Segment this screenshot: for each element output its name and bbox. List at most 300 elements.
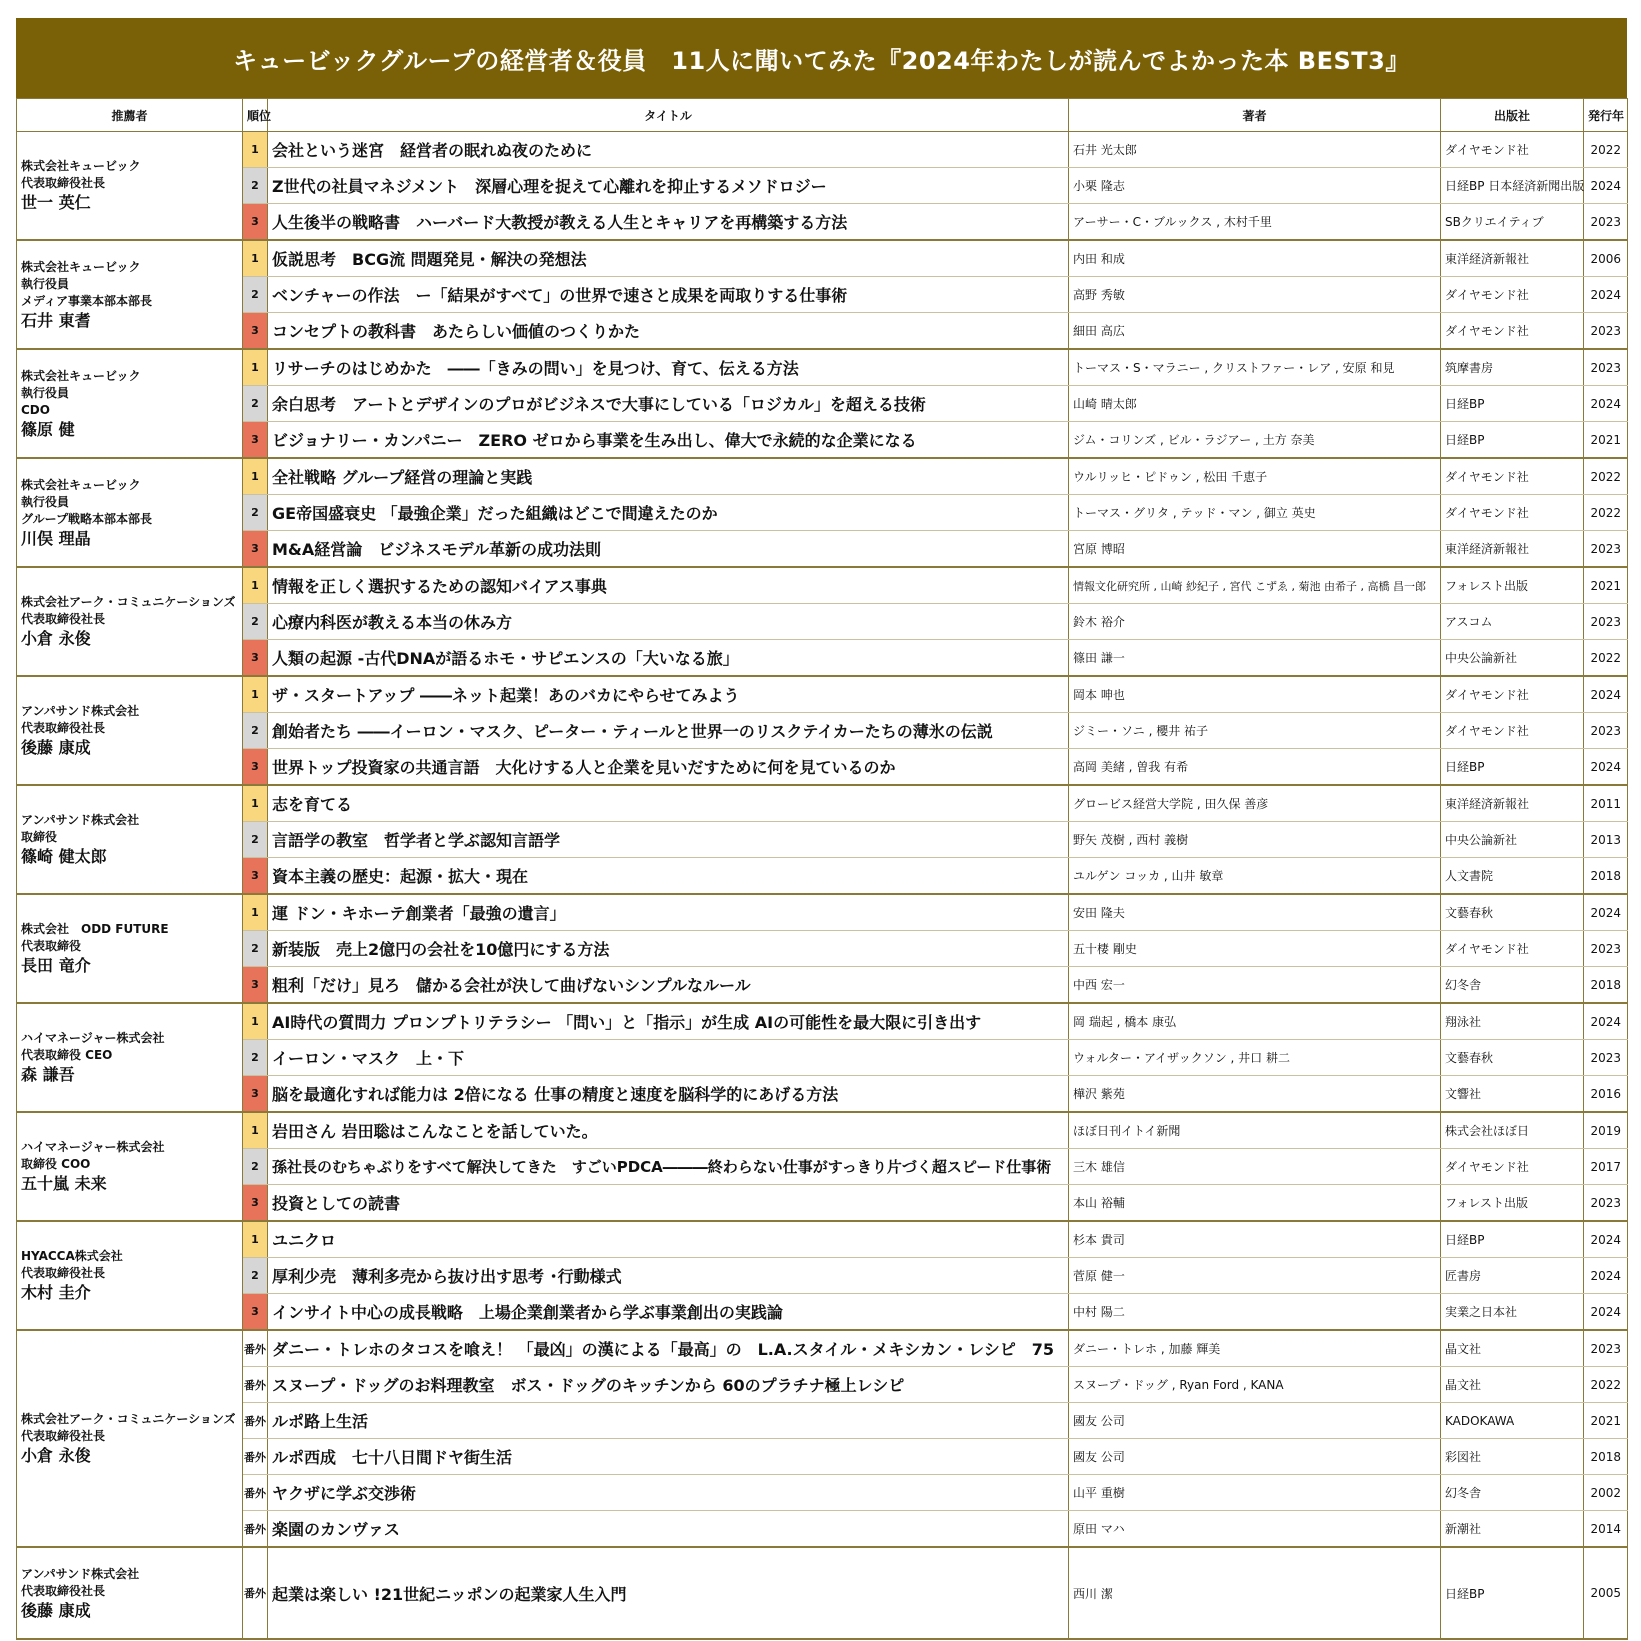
book-publisher: 匠書房	[1441, 1258, 1584, 1294]
book-title: スヌープ・ドッグのお料理教室 ボス・ドッグのキッチンから 60のプラチナ極上レシピ	[268, 1367, 1069, 1403]
book-publisher: 中央公論新社	[1441, 640, 1584, 677]
book-title: イーロン・マスク 上・下	[268, 1040, 1069, 1076]
rank-badge: 2	[243, 277, 268, 313]
table-row	[17, 277, 1628, 313]
recommender-company: 株式会社キュービック	[21, 259, 141, 274]
book-year: 2016	[1584, 1076, 1628, 1113]
rank-badge: 2	[243, 822, 268, 858]
table-row	[17, 349, 1628, 386]
header-rank: 順位	[243, 99, 268, 132]
table-row	[17, 1330, 1628, 1367]
recommender-position: 代表取締役社長	[21, 721, 106, 735]
rank-badge: 1	[243, 1221, 268, 1258]
table-row	[17, 1003, 1628, 1040]
book-publisher: 実業之日本社	[1441, 1294, 1584, 1331]
book-publisher: 新潮社	[1441, 1511, 1584, 1548]
book-year: 2023	[1584, 1330, 1628, 1367]
recommender-name: 篠崎 健太郎	[21, 847, 107, 866]
rank-badge: 2	[243, 1040, 268, 1076]
rank-badge: 2	[243, 604, 268, 640]
header-year: 発行年	[1584, 99, 1628, 132]
recommender-cell	[17, 1112, 243, 1221]
recommender-company: アンパサンド株式会社	[21, 813, 140, 827]
book-publisher: 東洋経済新報社	[1441, 531, 1584, 568]
book-year: 2024	[1584, 1258, 1628, 1294]
book-author: トーマス・グリタ , テッド・マン , 御立 英史	[1069, 495, 1441, 531]
book-title: ザ・スタートアップ ――ネット起業！あのバカにやらせてみよう	[268, 676, 1069, 713]
book-publisher: SBクリエイティブ	[1441, 204, 1584, 241]
rank-badge: 3	[243, 640, 268, 677]
book-author: ダニー・トレホ , 加藤 輝美	[1069, 1330, 1441, 1367]
book-year: 2018	[1584, 967, 1628, 1004]
rank-badge: 3	[243, 1076, 268, 1113]
book-publisher: ダイヤモンド社	[1441, 713, 1584, 749]
book-author: 安田 隆夫	[1069, 894, 1441, 931]
book-title: インサイト中心の成長戦略 上場企業創業者から学ぶ事業創出の実践論	[268, 1294, 1069, 1331]
book-year: 2024	[1584, 1003, 1628, 1040]
book-year: 2023	[1584, 204, 1628, 241]
rank-badge: 3	[243, 749, 268, 786]
table-row	[17, 386, 1628, 422]
rank-badge: 1	[243, 458, 268, 495]
rank-badge: 2	[243, 1149, 268, 1185]
table-row	[17, 204, 1628, 241]
book-title: 孫社長のむちゃぶりをすべて解決してきた すごいPDCA―――終わらない仕事がすっきり片づく超スピード仕事術	[268, 1149, 1069, 1185]
book-author: 宮原 博昭	[1069, 531, 1441, 568]
book-title: GE帝国盛衰史 「最強企業」だった組織はどこで間違えたのか	[268, 495, 1069, 531]
table-row	[17, 822, 1628, 858]
book-author: ユルゲン コッカ , 山井 敏章	[1069, 858, 1441, 895]
table-row	[17, 168, 1628, 204]
recommender-company: HYACCA株式会社	[21, 1249, 123, 1263]
book-title: M&A経営論 ビジネスモデル革新の成功法則	[268, 531, 1069, 568]
book-author: 中村 陽二	[1069, 1294, 1441, 1331]
recommender-position: 代表取締役	[21, 939, 82, 953]
rank-badge: 3	[243, 204, 268, 241]
recommender-cell	[17, 1003, 243, 1112]
book-year: 2013	[1584, 822, 1628, 858]
table-row	[17, 1547, 1628, 1639]
rank-badge: 3	[243, 1185, 268, 1222]
book-publisher: 東洋経済新報社	[1441, 785, 1584, 822]
book-publisher: ダイヤモンド社	[1441, 1149, 1584, 1185]
book-publisher: ダイヤモンド社	[1441, 458, 1584, 495]
book-title: ルポ路上生活	[268, 1403, 1069, 1439]
recommender-position: 代表取締役社長	[21, 612, 106, 626]
table-row	[17, 1040, 1628, 1076]
book-year: 2024	[1584, 1221, 1628, 1258]
recommender-position: 代表取締役 CEO	[21, 1048, 113, 1062]
header-row	[17, 99, 1628, 132]
book-year: 2023	[1584, 313, 1628, 350]
recommender-name: 小倉 永俊	[21, 629, 91, 648]
book-publisher: 筑摩書房	[1441, 349, 1584, 386]
book-year: 2023	[1584, 1040, 1628, 1076]
book-title: 世界トップ投資家の共通言語 大化けする人と企業を見いだすために何を見ているのか	[268, 749, 1069, 786]
book-title: ダニー・トレホのタコスを喰え！ 「最凶」の漢による「最高」の L.A.スタイル・メキシカン・レシピ 75	[268, 1330, 1069, 1367]
recommender-name: 後藤 康成	[21, 738, 91, 757]
book-title: コンセプトの教科書 あたらしい価値のつくりかた	[268, 313, 1069, 350]
book-author: ジム・コリンズ , ビル・ラジアー , 土方 奈美	[1069, 422, 1441, 459]
recommender-cell	[17, 785, 243, 894]
recommender-cell	[17, 676, 243, 785]
book-author: グロービス経営大学院 , 田久保 善彦	[1069, 785, 1441, 822]
recommender-name: 石井 東耆	[21, 310, 91, 330]
rank-badge: 1	[243, 1003, 268, 1040]
recommender-company: 株式会社アーク・コミュニケーションズ	[21, 1412, 236, 1426]
book-author: ほぼ日刊イトイ新聞	[1069, 1112, 1441, 1149]
book-title: 粗利「だけ」見ろ 儲かる会社が決して曲げないシンプルなルール	[268, 967, 1069, 1004]
book-publisher: 日経BP	[1441, 1221, 1584, 1258]
recommender-cell	[17, 132, 243, 241]
table-row	[17, 931, 1628, 967]
rank-badge: 番外	[243, 1439, 268, 1475]
book-publisher: 文藝春秋	[1441, 894, 1584, 931]
recommender-name: 川俣 理晶	[21, 528, 91, 548]
recommender-cell	[17, 1221, 243, 1330]
table-row	[17, 1076, 1628, 1113]
recommender-company: 株式会社キュービック	[21, 477, 141, 492]
table-row	[17, 422, 1628, 459]
book-publisher: 人文書院	[1441, 858, 1584, 895]
table-row	[17, 313, 1628, 350]
recommender-company: 株式会社キュービック	[21, 159, 141, 173]
recommender-position: 執行役員	[21, 385, 70, 400]
rank-badge: 番外	[243, 1403, 268, 1439]
book-title: ルポ西成 七十八日間ドヤ街生活	[268, 1439, 1069, 1475]
table-row	[17, 894, 1628, 931]
book-author: ジミー・ソニ , 櫻井 祐子	[1069, 713, 1441, 749]
book-year: 2024	[1584, 168, 1628, 204]
book-year: 2024	[1584, 676, 1628, 713]
rank-badge: 番外	[243, 1511, 268, 1548]
rank-badge: 3	[243, 531, 268, 568]
book-author: トーマス・S・マラニー , クリストファー・レア , 安原 和見	[1069, 349, 1441, 386]
book-author: ウォルター・アイザックソン , 井口 耕二	[1069, 1040, 1441, 1076]
table-row	[17, 676, 1628, 713]
book-author: 原田 マハ	[1069, 1511, 1441, 1548]
book-author: 岡本 呻也	[1069, 676, 1441, 713]
table-row	[17, 132, 1628, 168]
book-title: ヤクザに学ぶ交渉術	[268, 1475, 1069, 1511]
rank-badge: 1	[243, 894, 268, 931]
book-publisher: ダイヤモンド社	[1441, 313, 1584, 350]
book-year: 2023	[1584, 713, 1628, 749]
table-row	[17, 1185, 1628, 1222]
book-author: スヌープ・ドッグ , Ryan Ford , KANA	[1069, 1367, 1441, 1403]
rank-badge: 3	[243, 1294, 268, 1331]
recommender-position: 代表取締役社長	[21, 1266, 106, 1280]
book-author: 中西 宏一	[1069, 967, 1441, 1004]
rank-badge: 1	[243, 349, 268, 386]
recommender-company: 株式会社 ODD FUTURE	[21, 922, 169, 936]
book-year: 2024	[1584, 1294, 1628, 1331]
recommender-position: グループ戦略本部本部長	[21, 511, 153, 526]
book-author: 高岡 美緒 , 曽我 有希	[1069, 749, 1441, 786]
rank-badge: 番外	[243, 1547, 268, 1639]
recommender-name: 長田 竜介	[21, 956, 91, 975]
table-row	[17, 240, 1628, 277]
book-title: 運 ドン・キホーテ創業者「最強の遺言」	[268, 894, 1069, 931]
book-author: ウルリッヒ・ピドゥン , 松田 千恵子	[1069, 458, 1441, 495]
book-title: 脳を最適化すれば能力は 2倍になる 仕事の精度と速度を脳科学的にあげる方法	[268, 1076, 1069, 1113]
book-author: 石井 光太郎	[1069, 132, 1441, 168]
rank-badge: 番外	[243, 1475, 268, 1511]
book-title: 投資としての読書	[268, 1185, 1069, 1222]
recommender-cell	[17, 567, 243, 676]
recommender-company: アンパサンド株式会社	[21, 1566, 140, 1581]
rank-badge: 3	[243, 313, 268, 350]
book-year: 2021	[1584, 1403, 1628, 1439]
header-author: 著者	[1069, 99, 1441, 132]
book-year: 2023	[1584, 1185, 1628, 1222]
table-row	[17, 604, 1628, 640]
recommender-name: 小倉 永俊	[21, 1446, 91, 1465]
book-author: 小栗 隆志	[1069, 168, 1441, 204]
table-row	[17, 1511, 1628, 1548]
rank-badge: 番外	[243, 1330, 268, 1367]
book-title: 岩田さん 岩田聡はこんなことを話していた。	[268, 1112, 1069, 1149]
table-row	[17, 1403, 1628, 1439]
book-title: 会社という迷宮 経営者の眠れぬ夜のために	[268, 132, 1069, 168]
book-title: 情報を正しく選択するための認知バイアス事典	[268, 567, 1069, 604]
recommender-position: 代表取締役社長	[21, 1429, 106, 1443]
book-title: ベンチャーの作法 ー「結果がすべて」の世界で速さと成果を両取りする仕事術	[268, 277, 1069, 313]
book-year: 2023	[1584, 931, 1628, 967]
rank-badge: 3	[243, 967, 268, 1004]
book-list-sheet	[16, 18, 1627, 1640]
recommender-cell	[17, 1547, 243, 1639]
book-title: Z世代の社員マネジメント 深層心理を捉えて心離れを抑止するメソドロジー	[268, 168, 1069, 204]
recommender-position: 代表取締役社長	[21, 1583, 106, 1598]
table-row	[17, 858, 1628, 895]
table-row	[17, 1367, 1628, 1403]
book-title: 楽園のカンヴァス	[268, 1511, 1069, 1548]
book-title: 厚利少売 薄利多売から抜け出す思考 ･行動様式	[268, 1258, 1069, 1294]
book-year: 2022	[1584, 132, 1628, 168]
rank-badge: 番外	[243, 1367, 268, 1403]
book-year: 2021	[1584, 422, 1628, 459]
recommender-name: 後藤 康成	[21, 1600, 91, 1620]
book-title: 仮説思考 BCG流 問題発見・解決の発想法	[268, 240, 1069, 277]
book-year: 2022	[1584, 1367, 1628, 1403]
book-title: AI時代の質問力 プロンプトリテラシー 「問い」と「指示」が生成 AIの可能性を最大限に引き出す	[268, 1003, 1069, 1040]
book-title: 全社戦略 グループ経営の理論と実践	[268, 458, 1069, 495]
book-publisher: KADOKAWA	[1441, 1403, 1584, 1439]
rank-badge: 2	[243, 713, 268, 749]
book-title: 余白思考 アートとデザインのプロがビジネスで大事にしている「ロジカル」を超える技術	[268, 386, 1069, 422]
book-author: 岡 瑞起 , 橋本 康弘	[1069, 1003, 1441, 1040]
book-publisher: 彩図社	[1441, 1439, 1584, 1475]
book-title: 人類の起源 -古代DNAが語るホモ・サピエンスの「大いなる旅」	[268, 640, 1069, 677]
table-row	[17, 1475, 1628, 1511]
book-year: 2024	[1584, 749, 1628, 786]
book-title: ユニクロ	[268, 1221, 1069, 1258]
recommender-company: 株式会社アーク・コミュニケーションズ	[21, 595, 236, 609]
table-row	[17, 1258, 1628, 1294]
book-author: 内田 和成	[1069, 240, 1441, 277]
rank-badge: 2	[243, 168, 268, 204]
table-row	[17, 713, 1628, 749]
book-year: 2018	[1584, 858, 1628, 895]
recommender-position: 代表取締役社長	[21, 176, 106, 190]
book-publisher: ダイヤモンド社	[1441, 277, 1584, 313]
rank-badge: 1	[243, 240, 268, 277]
recommender-position: メディア事業本部本部長	[21, 293, 153, 308]
header-recommender: 推薦者	[17, 99, 243, 132]
rank-badge: 1	[243, 1112, 268, 1149]
rank-badge: 1	[243, 132, 268, 168]
book-author: 山崎 晴太郎	[1069, 386, 1441, 422]
recommender-position: CDO	[21, 402, 50, 417]
book-author: 山平 重樹	[1069, 1475, 1441, 1511]
book-author: 鈴木 裕介	[1069, 604, 1441, 640]
book-year: 2017	[1584, 1149, 1628, 1185]
book-year: 2006	[1584, 240, 1628, 277]
recommender-company: アンパサンド株式会社	[21, 704, 140, 718]
recommender-name: 木村 圭介	[21, 1283, 91, 1302]
book-year: 2022	[1584, 458, 1628, 495]
book-year: 2011	[1584, 785, 1628, 822]
book-title: 人生後半の戦略書 ハーバード大教授が教える人生とキャリアを再構築する方法	[268, 204, 1069, 241]
table-row	[17, 495, 1628, 531]
book-author: アーサー・C・ブルックス , 木村千里	[1069, 204, 1441, 241]
book-author: 西川 潔	[1069, 1547, 1441, 1639]
table-row	[17, 967, 1628, 1004]
book-title: 新装版 売上2億円の会社を10億円にする方法	[268, 931, 1069, 967]
recommender-name: 篠原 健	[21, 419, 75, 439]
book-author: 五十棲 剛史	[1069, 931, 1441, 967]
book-publisher: ダイヤモンド社	[1441, 495, 1584, 531]
book-author: 國友 公司	[1069, 1439, 1441, 1475]
book-year: 2014	[1584, 1511, 1628, 1548]
book-year: 2019	[1584, 1112, 1628, 1149]
book-publisher: 晶文社	[1441, 1330, 1584, 1367]
book-publisher: 中央公論新社	[1441, 822, 1584, 858]
table-row	[17, 1439, 1628, 1475]
page-title: キュービックグループの経営者＆役員 11人に聞いてみた『2024年わたしが読んでよかった本 BEST3』	[16, 18, 1627, 98]
table-row	[17, 640, 1628, 677]
book-author: 樺沢 紫苑	[1069, 1076, 1441, 1113]
book-year: 2023	[1584, 604, 1628, 640]
recommender-name: 五十嵐 未来	[21, 1174, 107, 1193]
book-title: 起業は楽しい !21世紀ニッポンの起業家人生入門	[268, 1547, 1069, 1639]
rank-badge: 1	[243, 567, 268, 604]
book-year: 2021	[1584, 567, 1628, 604]
rank-badge: 1	[243, 676, 268, 713]
rank-badge: 3	[243, 422, 268, 459]
recommender-name: 世一 英仁	[21, 193, 91, 212]
book-author: 菅原 健一	[1069, 1258, 1441, 1294]
recommender-company: ハイマネージャー株式会社	[21, 1031, 165, 1045]
book-publisher: 文響社	[1441, 1076, 1584, 1113]
book-table	[16, 98, 1628, 1640]
header-publisher: 出版社	[1441, 99, 1584, 132]
book-author: 細田 高広	[1069, 313, 1441, 350]
table-row	[17, 749, 1628, 786]
book-publisher: 翔泳社	[1441, 1003, 1584, 1040]
book-publisher: 日経BP	[1441, 749, 1584, 786]
table-row	[17, 458, 1628, 495]
book-publisher: 日経BP	[1441, 1547, 1584, 1639]
book-publisher: ダイヤモンド社	[1441, 132, 1584, 168]
table-row	[17, 1112, 1628, 1149]
recommender-name: 森 謙吾	[21, 1065, 75, 1084]
book-year: 2022	[1584, 495, 1628, 531]
recommender-cell	[17, 240, 243, 349]
book-year: 2023	[1584, 531, 1628, 568]
book-title: 心療内科医が教える本当の休み方	[268, 604, 1069, 640]
rank-badge: 2	[243, 495, 268, 531]
book-title: 資本主義の歴史：起源・拡大・現在	[268, 858, 1069, 895]
book-title: リサーチのはじめかた ――「きみの問い」を見つけ、育て、伝える方法	[268, 349, 1069, 386]
book-author: 本山 裕輔	[1069, 1185, 1441, 1222]
table-row	[17, 1149, 1628, 1185]
table-row	[17, 531, 1628, 568]
rank-badge: 2	[243, 1258, 268, 1294]
table-body	[17, 132, 1628, 1640]
book-publisher: ダイヤモンド社	[1441, 931, 1584, 967]
book-year: 2005	[1584, 1547, 1628, 1639]
recommender-cell	[17, 1330, 243, 1547]
book-author: 國友 公司	[1069, 1403, 1441, 1439]
book-title: ビジョナリー・カンパニー ZERO ゼロから事業を生み出し、偉大で永続的な企業になる	[268, 422, 1069, 459]
recommender-company: 株式会社キュービック	[21, 368, 141, 383]
table-row	[17, 785, 1628, 822]
book-author: 野矢 茂樹 , 西村 義樹	[1069, 822, 1441, 858]
book-publisher: アスコム	[1441, 604, 1584, 640]
book-author: 三木 雄信	[1069, 1149, 1441, 1185]
book-year: 2024	[1584, 894, 1628, 931]
book-title: 言語学の教室 哲学者と学ぶ認知言語学	[268, 822, 1069, 858]
table-row	[17, 1294, 1628, 1331]
book-year: 2022	[1584, 640, 1628, 677]
recommender-position: 執行役員	[21, 494, 70, 509]
book-publisher: フォレスト出版	[1441, 1185, 1584, 1222]
book-publisher: 日経BP	[1441, 422, 1584, 459]
recommender-cell	[17, 458, 243, 567]
book-publisher: ダイヤモンド社	[1441, 676, 1584, 713]
book-author: 情報文化研究所 , 山崎 紗紀子 , 宮代 こずゑ , 菊池 由希子 , 高橋 昌一郎	[1069, 567, 1441, 604]
book-author: 篠田 謙一	[1069, 640, 1441, 677]
recommender-position: 取締役	[21, 830, 58, 844]
table-row	[17, 1221, 1628, 1258]
book-publisher: 文藝春秋	[1441, 1040, 1584, 1076]
header-title: タイトル	[268, 99, 1069, 132]
recommender-position: 取締役 COO	[21, 1157, 91, 1171]
book-publisher: 幻冬舎	[1441, 1475, 1584, 1511]
book-publisher: 日経BP	[1441, 386, 1584, 422]
table-row	[17, 567, 1628, 604]
book-title: 創始者たち ――イーロン・マスク、ピーター・ティールと世界一のリスクテイカーたちの薄氷の伝説	[268, 713, 1069, 749]
recommender-cell	[17, 894, 243, 1003]
book-publisher: 幻冬舎	[1441, 967, 1584, 1004]
book-publisher: 晶文社	[1441, 1367, 1584, 1403]
book-year: 2024	[1584, 277, 1628, 313]
book-title: 志を育てる	[268, 785, 1069, 822]
rank-badge: 3	[243, 858, 268, 895]
book-publisher: 日経BP 日本経済新聞出版	[1441, 168, 1584, 204]
book-author: 杉本 貴司	[1069, 1221, 1441, 1258]
rank-badge: 2	[243, 386, 268, 422]
recommender-position: 執行役員	[21, 276, 70, 291]
book-year: 2018	[1584, 1439, 1628, 1475]
recommender-company: ハイマネージャー株式会社	[21, 1140, 165, 1154]
book-year: 2024	[1584, 386, 1628, 422]
recommender-cell	[17, 349, 243, 458]
book-year: 2002	[1584, 1475, 1628, 1511]
rank-badge: 2	[243, 931, 268, 967]
